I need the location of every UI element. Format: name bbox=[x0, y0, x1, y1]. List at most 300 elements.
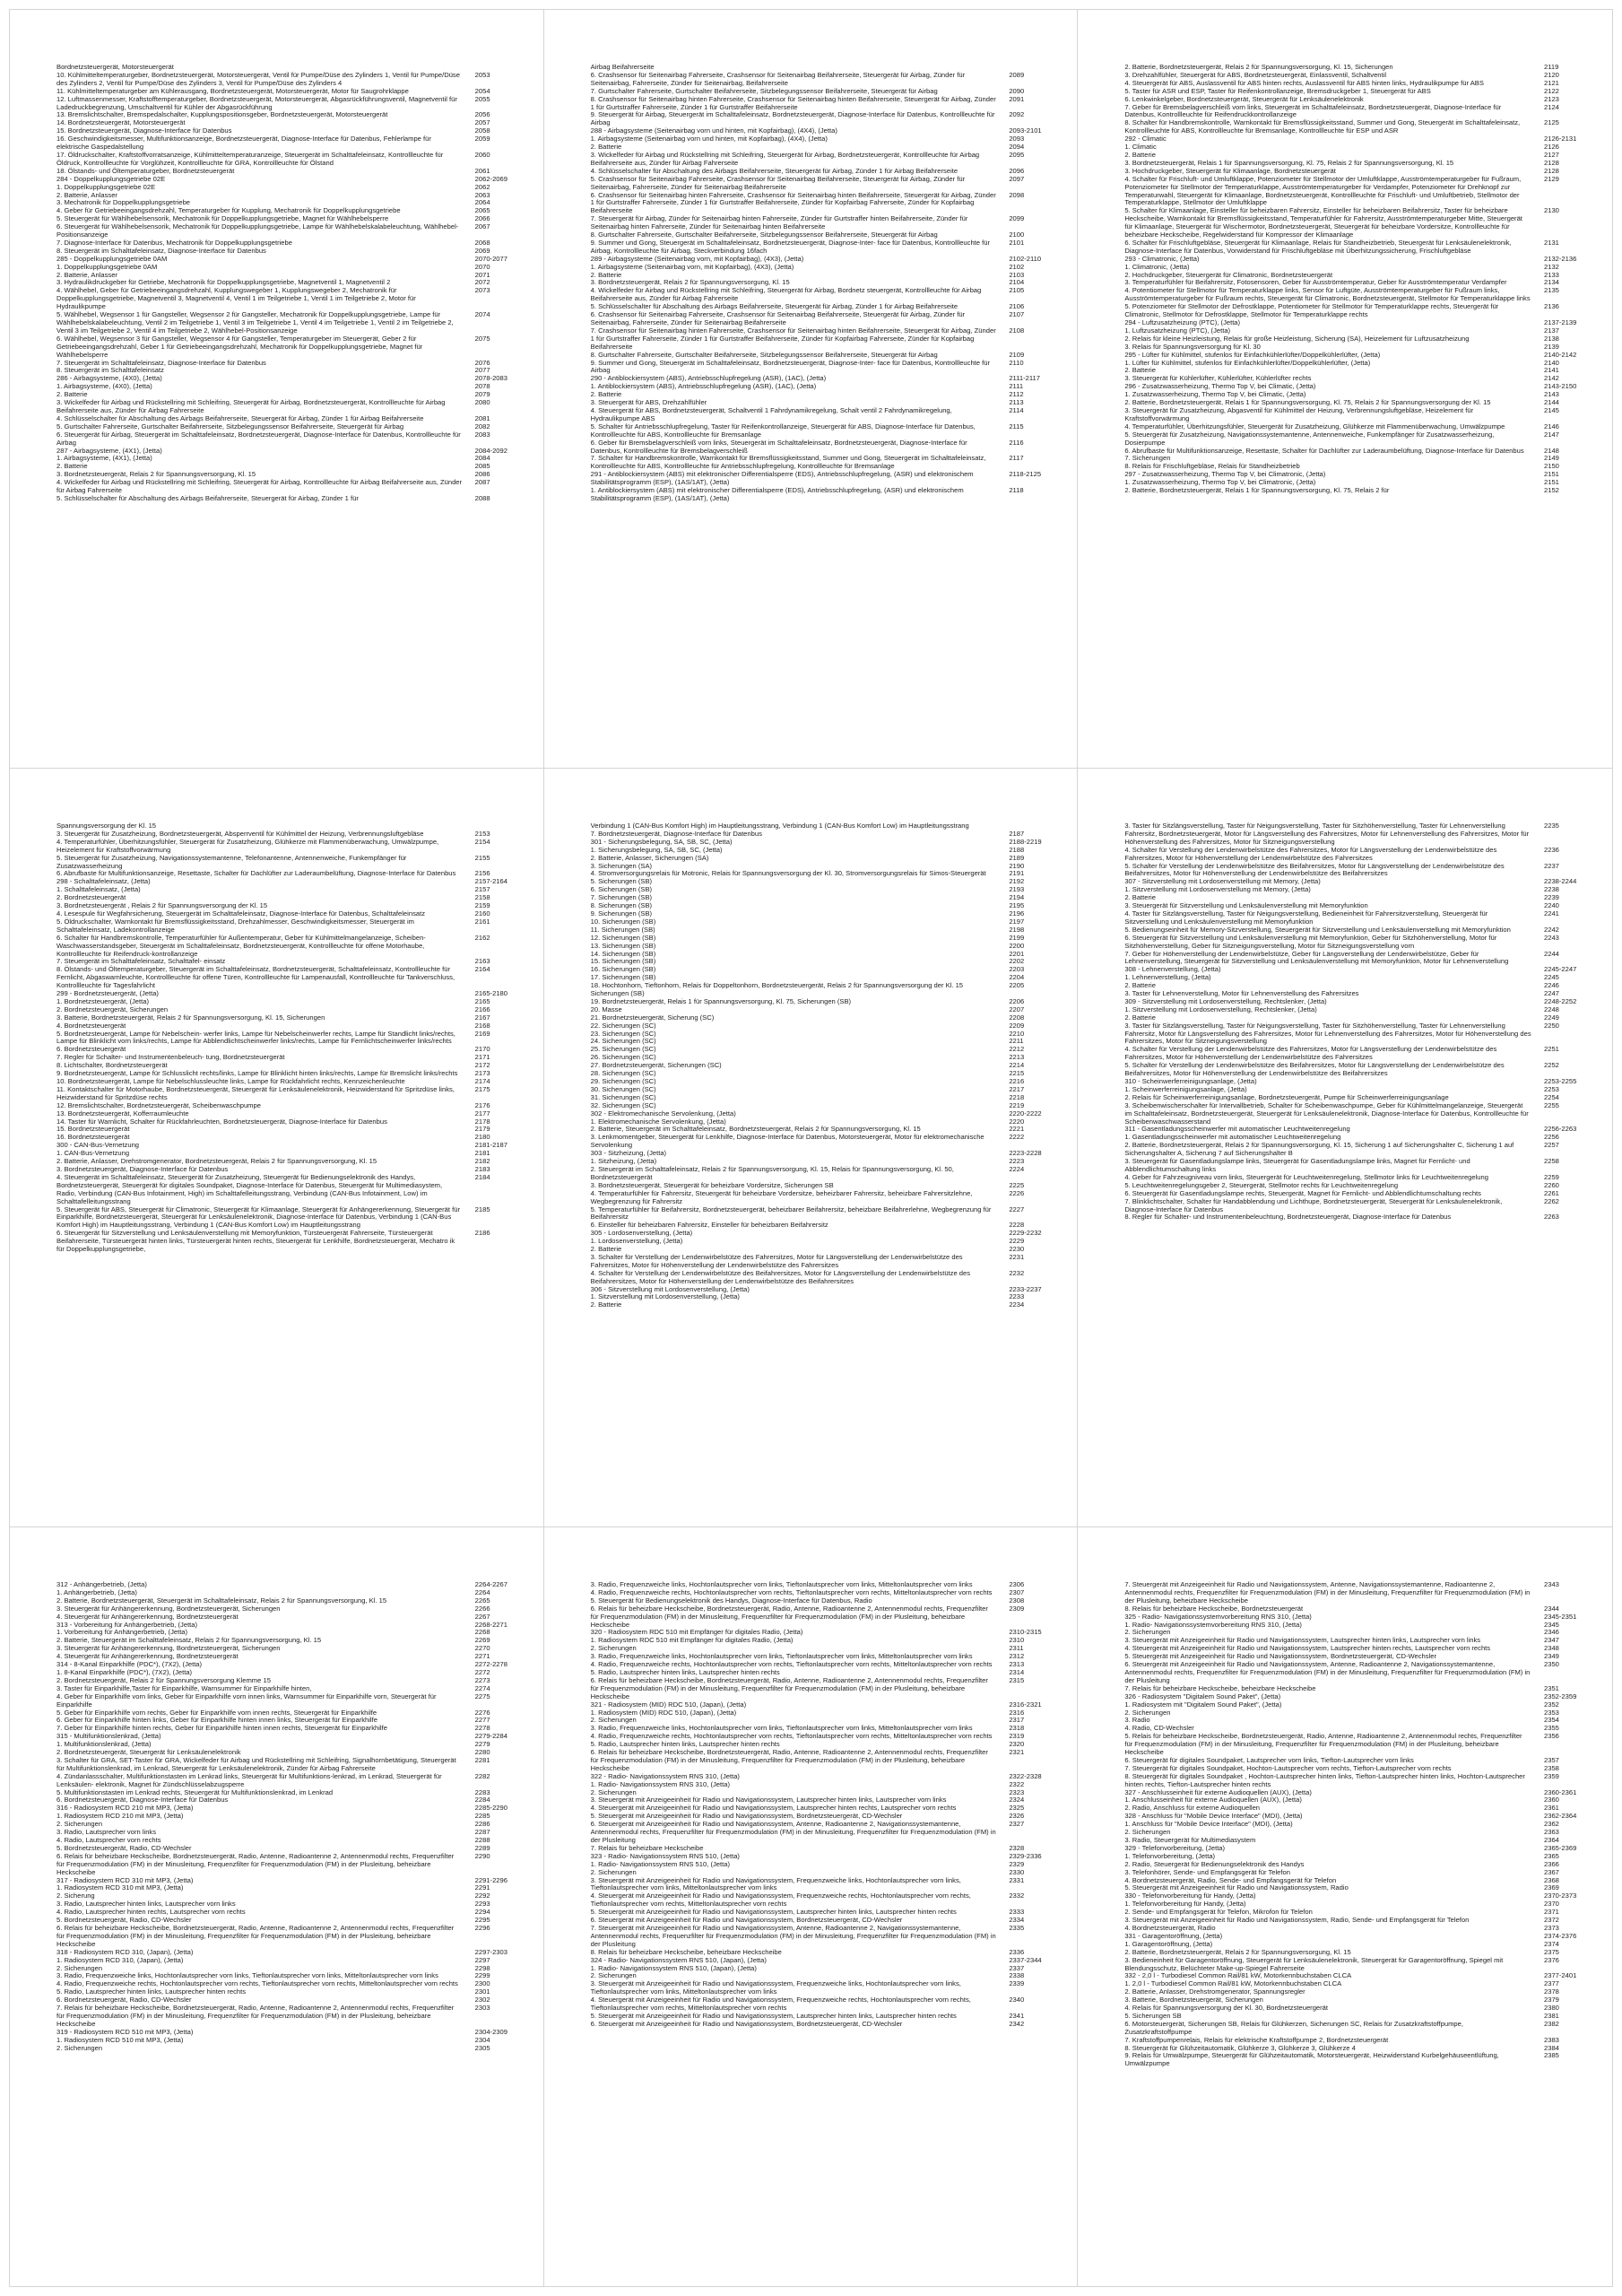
page-number: 2277 bbox=[474, 1716, 490, 1725]
index-entry bbox=[591, 1166, 1062, 1182]
entry-text: 2. Relais für kleine Heizleistung, Relais für große Heizleistung, Sicherung (SA), Heizelement für Luftzusatzheizung bbox=[1124, 334, 1470, 343]
page-number: 2310-2315 bbox=[1009, 1628, 1042, 1637]
entry-text: 3. Radio, Frequenzweiche links, Hochtonlautsprecher vorn links, Tieftonlautsprecher vorn links, Mitteltonlautsprecher vorn links bbox=[590, 1652, 973, 1661]
entry-text: 1. CAN-Bus-Vernetzung bbox=[56, 1149, 130, 1158]
entry-text: 18. Ölstands- und Öltemperaturgeber, Bordnetzsteuergerät bbox=[56, 166, 235, 175]
entry-text: 13. Sicherungen (SB) bbox=[590, 941, 656, 950]
index-entry bbox=[1124, 1198, 1596, 1214]
page-number: 2131 bbox=[1544, 238, 1559, 247]
entry-text: 306 - Sitzverstellung mit Lordosenverstellung, (Jetta) bbox=[590, 1284, 750, 1293]
index-entry bbox=[56, 311, 527, 335]
entry-text: 3. Radio, Steuergerät für Multimediasystem bbox=[1124, 1836, 1256, 1844]
entry-text: 2. Sicherungen bbox=[1124, 1828, 1171, 1837]
entry-text: 3. Lenkmomentgeber, Steuergerät für Lenkhilfe, Diagnose-Interface für Datenbus, Motorsteuergerät, Motor für elektromechanische Servolenkung bbox=[590, 1133, 984, 1150]
page-number: 2326 bbox=[1009, 1812, 1025, 1821]
entry-text: 325 - Radio- Navigationssystemvorbereitung RNS 310, (Jetta) bbox=[1124, 1612, 1312, 1621]
entry-text: 6. Relais für beheizbare Heckscheibe, Bordnetzsteuergerät, Radio, Antenne, Radioantenne 2, Antennenmodul rechts, Frequenzfilter für Frequenzmodulation (FM) in der Minusleitung, Frequenzfilter für Frequenzmodulation (FM) in der Plusleitung, beheizbare Heckscheibe bbox=[56, 1923, 455, 1948]
index-entry bbox=[1124, 1733, 1596, 1757]
index-entry bbox=[1124, 822, 1596, 847]
index-entry bbox=[1124, 1709, 1596, 1718]
page-number: 2083 bbox=[474, 430, 490, 439]
entry-text: 1. Antiblockiersystem (ABS), Antriebsschlupfregelung (ASR), (1AC), (Jetta) bbox=[590, 382, 817, 391]
entry-text: 3. Telefonhörer, Sende- und Empfangsgerät für Telefon bbox=[1124, 1867, 1290, 1876]
page-number: 2371 bbox=[1544, 1908, 1559, 1917]
entry-text: 32. Sicherungen (SC) bbox=[590, 1100, 656, 1109]
index-entry bbox=[56, 1014, 527, 1022]
entry-text: 3. Bedieneinheit für Garagentoröffnung, Steuergerät für Lenksäulenelektronik, Steuergerät für Garagentoröffnung, Spiegel mit Blendungsschutz, Belüchteter Make-up-Spiegel Fahrerseite bbox=[1124, 1955, 1504, 1972]
page-number: 2359 bbox=[1544, 1771, 1559, 1780]
page-number: 2134 bbox=[1544, 278, 1559, 287]
index-entry bbox=[1124, 886, 1596, 894]
page-number: 2222 bbox=[1009, 1133, 1025, 1142]
page-number: 2143 bbox=[1544, 390, 1559, 399]
page-number: 2146 bbox=[1544, 422, 1559, 430]
index-entry bbox=[591, 407, 1062, 423]
entry-text: 2. Hochdruckgeber, Steuergerät für Climatronic, Bordnetzsteuergerät bbox=[1124, 270, 1333, 279]
entry-text: 4. Radio, Lautsprecher vorn rechts bbox=[56, 1836, 161, 1844]
entry-text: 1. Garagentoröffnung, (Jetta) bbox=[1124, 1939, 1213, 1948]
index-entry bbox=[1124, 863, 1596, 879]
page-number: 2174 bbox=[474, 1077, 490, 1085]
page-number: 2278 bbox=[474, 1724, 490, 1733]
entry-text: 4. Radio, Frequenzweiche rechts, Hochtonlautsprecher vorn rechts, Tieftonlautsprecher vorn rechts, Mitteltonlautsprecher vorn rechts bbox=[590, 1732, 993, 1741]
page-number: 2256 bbox=[1544, 1133, 1559, 1142]
entry-text: 2. Radio, Steuergerät für Bedienungselektronik des Handys bbox=[1124, 1859, 1305, 1868]
page-number: 2306 bbox=[1009, 1580, 1025, 1588]
index-entry bbox=[56, 855, 527, 871]
entry-text: 4. Potentiometer für Stellmotor für Temperaturklappe links, Sensor für Luftgüte, Ausströmtemperaturgeber für Fußraum links, Ausströmtemperaturgeber für Fußraum rechts, Steuergerät für Climatronic, Bordnetzsteuergerät, Stellmotor für Temperaturklappe links bbox=[1124, 286, 1531, 303]
page-number: 2304-2309 bbox=[474, 2027, 507, 2036]
index-entry bbox=[591, 1709, 1062, 1718]
entry-text: 3. Steuergerät für ABS, Drehzahlfühler bbox=[590, 398, 707, 407]
index-entry bbox=[56, 383, 527, 391]
entry-text: 2. Sicherungen bbox=[1124, 1708, 1171, 1717]
entry-text: 3. Taster für Sitzlängsverstellung, Taster für Neigungsverstellung, Taster für Sitzhöhenverstellung, Taster für Lehnenverstellung Fahrersitz, Bordnetzsteuergerät, Motor für Längsverstellung des Fahrersitzes, Motor für Lehnenverstellung des Fahrersitzes, Motor für Höhenverstellung des Fahrersitzes, Motor für Sitzneigungsverstellung bbox=[1124, 822, 1530, 846]
page-number: 2364 bbox=[1544, 1836, 1559, 1844]
entry-text: 13. Bordnetzsteuergerät, Kofferraumleuchte bbox=[56, 1109, 189, 1118]
page-number: 2257 bbox=[1544, 1141, 1559, 1150]
page-number: 2117 bbox=[1009, 454, 1024, 463]
page-number: 2076 bbox=[474, 358, 490, 367]
page-number: 2101 bbox=[1009, 238, 1025, 247]
entry-text: 6. Abrufbaste für Multifunktionsanzeige, Resettaste, Schalter für Dachlüfter zur Laderaumbelüftung, Diagnose-Interface für Datenbus bbox=[1124, 446, 1524, 455]
page-number: 2324 bbox=[1009, 1796, 1025, 1805]
page-number: 2349 bbox=[1544, 1652, 1559, 1661]
index-entry bbox=[56, 839, 527, 855]
entry-text: 2. Batterie bbox=[1124, 981, 1156, 990]
page-number: 2329 bbox=[1009, 1859, 1025, 1868]
page-number: 2234 bbox=[1009, 1300, 1025, 1309]
page-number: 2331 bbox=[1009, 1875, 1025, 1884]
document-page bbox=[544, 1527, 1079, 2286]
entry-text: 1. 8-Kanal Einparkhilfe (PDC*), (7X2), (Jetta) bbox=[56, 1667, 193, 1676]
index-entry bbox=[1124, 1773, 1596, 1789]
page-number: 2053 bbox=[474, 70, 490, 79]
index-entry bbox=[1124, 135, 1596, 144]
index-entry bbox=[591, 902, 1062, 910]
page-number: 2280 bbox=[474, 1748, 490, 1757]
page-number: 2332 bbox=[1009, 1892, 1025, 1900]
entry-text: 5. Bordnetzsteuergerät, Radio, CD-Wechsler bbox=[56, 1916, 192, 1925]
entry-text: 4. Taster für Sitzlängsverstellung, Taster für Neigungsverstellung, Bedieneinheit für Fahrersitzverstellung, Steuergerät für Sitzverstellung und Lenksäulenverstellung mit Memoryfunktion bbox=[1124, 909, 1488, 926]
index-entry bbox=[591, 1996, 1062, 2013]
page-number: 2267 bbox=[474, 1612, 490, 1621]
entry-text: 3. Steuergerät für Kühlerlüfter, Kühlerlüfter, Kühlerlüfter rechts bbox=[1124, 374, 1312, 383]
entry-text: 5. Radio, Lautsprecher hinten links, Lautsprecher hinten rechts bbox=[590, 1667, 780, 1676]
entry-text: 5. Steuergerät mit Anzeigeeinheit für Radio und Navigationssystem, Lautsprecher hinten links, Lautsprecher hinten rechts bbox=[590, 2011, 957, 2020]
page-number: 2352 bbox=[1544, 1700, 1559, 1709]
entry-text: 6. Crashsensor für Seitenairbag hinten Fahrerseite, Crashsensor für Seitenairbag hinten Beifahrerseite, Steuergerät für Airbag, Zünder 1 für Gurtstraffer Fahrerseite, Zünder 1 für Gurtstraffer Beifahrerseite, Zünder für Kopfairbag Fahrerseite, Zünder für Kopfairbag Beifahrerseite bbox=[590, 190, 996, 215]
entry-text: 7. Diagnose-Interface für Datenbus, Mechatronik für Doppelkupplungsgetriebe bbox=[56, 238, 292, 247]
entry-text: 6. Relais für beheizbare Heckscheibe, Bordnetzsteuergerät, Radio, Antenne, Radioantenne 2, Antennenmodul rechts, Frequenzfilter für Frequenzmodulation (FM) in der Minusleitung, Frequenzfilter für Frequenzmodulation (FM) in der Plusleitung, beheizbare Heckscheibe bbox=[56, 1851, 455, 1876]
page-number: 2279 bbox=[474, 1740, 490, 1749]
index-entry bbox=[591, 1677, 1062, 1701]
entry-text: 322 - Radio- Navigationssystem RNS 310, (Jetta) bbox=[590, 1771, 740, 1780]
page-number: 2367 bbox=[1544, 1867, 1559, 1876]
entry-text: 2. Sende- und Empfangsgerät für Telefon, Mikrofon für Telefon bbox=[1124, 1908, 1313, 1917]
entry-text: 4. Geber für Getriebeeingangsdrehzahl, Temperaturgeber für Kupplung, Mechatronik für Doppelkupplungsgetriebe bbox=[56, 206, 401, 215]
entry-text: 6. Relais für beheizbare Heckscheibe, Bordnetzsteuergerät, Radio, Antenne, Radioantenne 2, Antennenmodul rechts, Frequenzfilter für Frequenzmodulation (FM) in der Minusleitung, Frequenzfilter für Frequenzmodulation (FM) in der Plusleitung, beheizbare Heckscheibe bbox=[590, 1675, 988, 1700]
page-number: 2190 bbox=[1009, 861, 1025, 870]
page-number: 2074 bbox=[474, 310, 490, 319]
document-page bbox=[10, 1527, 544, 2286]
index-entry bbox=[56, 72, 527, 88]
index-entry bbox=[56, 335, 527, 360]
page-number: 2221 bbox=[1009, 1125, 1025, 1134]
entry-text: 8. Ölstands- und Öltemperaturgeber, Steuergerät im Schalttafeleinsatz, Bordnetzsteuergerät, Schalttafeleinsatz, Kontrollleuchte für Fernlicht, Abgaswarnleuchte, Kontrollleuchte für offene Türen, Kontrollleuchte für Lampenausfall, Kontrollleuchte für Tankverschluss, Kontrollleuchte für Tagesfahrlicht bbox=[56, 965, 455, 990]
page-number: 2270 bbox=[474, 1644, 490, 1653]
page-number: 2342 bbox=[1009, 2019, 1025, 2028]
page-number: 2082 bbox=[474, 422, 490, 430]
index-entry bbox=[591, 935, 1062, 943]
index-entry bbox=[1124, 239, 1596, 256]
page-number: 2113 bbox=[1009, 398, 1024, 407]
page-number: 2096 bbox=[1009, 166, 1025, 175]
page-number: 2181 bbox=[474, 1149, 490, 1158]
entry-text: 5. Schlüsselschalter für Abschaltung des Airbags Beifahrerseite, Steuergerät für Airbag, Zünder 1 für bbox=[56, 493, 359, 502]
page-number: 2323 bbox=[1009, 1787, 1025, 1796]
entry-text: 319 - Radiosystem RCD 510 mit MP3, (Jetta) bbox=[56, 2027, 194, 2036]
entry-text: 17. Öldruckschalter, Kraftstoffvorratsanzeige, Kühlmitteltemperaturanzeige, Steuergerät im Schalttafeleinsatz, Kontrollleuchte für Öldruck, Kontrollleuchte für Vorglühzeit, Kontrollleuchte für GRA, Kontrollleuchte für Ölstand bbox=[56, 150, 444, 167]
entry-text: 5. Relais für beheizbare Heckscheibe, Bordnetzsteuergerät, Radio, Antenne, Radioantenne 2, Antennenmodul rechts, Frequenzfilter für Frequenzmodulation (FM) in der Minusleitung, Frequenzfilter für Frequenzmodulation (FM) in der Plusleitung, beheizbare Heckscheibe bbox=[1124, 1732, 1522, 1757]
page-number: 2099 bbox=[1009, 214, 1025, 223]
entry-text: 323 - Radio- Navigationssystem RNS 510, (Jetta) bbox=[590, 1851, 740, 1860]
page-number: 2242 bbox=[1544, 925, 1559, 934]
entry-text: 5. Sicherungen SB bbox=[1124, 2011, 1182, 2020]
entry-text: 7. Schalter für Handbremskontrolle, Warnkontakt für Bremsflüssigkeitsstand, Summer und Gong, Steuergerät im Schalttafeleinsatz, Kontrollleuchte für ABS, Kontrollleuchte für Antriebsschlupfregelung, Kontrollleuchte für Bremsanlage bbox=[590, 454, 986, 471]
entry-text: 2. Sicherung bbox=[56, 1892, 95, 1900]
entry-text: 4. Zündanlassschalter, Multifunktionstasten im Lenkrad links, Steuergerät für Multifunktions-lenkrad, im Lenkrad, Steuergerät für Lenksäulen- elektronik, Magnet für Zündschlüsselabzugsperre bbox=[56, 1771, 442, 1788]
page-number: 2308 bbox=[1009, 1596, 1025, 1605]
entry-text: 3. Steuergerät für Zusatzheizung, Abgasventil für Kühlmittel der Heizung, Verbrennungsluftgebläse, Heizelement für Kraftstoffvorwärmung bbox=[1124, 405, 1474, 422]
entry-text: 13. Bremslichtschalter, Bremspedalschalter, Kupplungspositionsgeber, Bordnetzsteuergerät, Motorsteuergerät bbox=[56, 110, 388, 119]
index-entry bbox=[591, 1254, 1062, 1270]
page-number: 2197 bbox=[1009, 917, 1025, 926]
page-number: 2235 bbox=[1544, 822, 1559, 830]
page-number: 2181-2187 bbox=[474, 1141, 507, 1150]
entry-text: 7. Steuergerät für Airbag, Zünder für Seitenairbag hinten Fahrerseite, Zünder für Gurtstraffer hinten Beifahrerseite, Zünder für Seitenairbag hinten Fahrerseite, Zünder für Seitenairbag hinten Beifahrerseite bbox=[590, 214, 968, 231]
entry-text: 2. Radio, Anschluss für externe Audioquellen bbox=[1124, 1804, 1261, 1813]
index-entry bbox=[591, 910, 1062, 918]
entry-text: 300 - CAN-Bus-Vernetzung bbox=[56, 1141, 140, 1150]
page-number: 2335 bbox=[1009, 1923, 1025, 1932]
entry-text: 7. Regler für Schalter- und Instrumentenbeleuch- tung, Bordnetzsteuergerät bbox=[56, 1053, 285, 1062]
page-number: 2191 bbox=[1009, 869, 1025, 878]
entry-text: 4. Temperaturfühler, Überhitzungsfühler, Steuergerät für Zusatzheizung, Glühkerze mit Flammenüberwachung, Umwälzpumpe, Heizelement für Kraftstoffvorwärmung bbox=[56, 837, 439, 854]
index-entry bbox=[1124, 1102, 1596, 1126]
index-entry bbox=[56, 966, 527, 990]
index-entry bbox=[591, 1925, 1062, 1949]
entry-text: 331 - Garagentoröffnung, (Jetta) bbox=[1124, 1931, 1223, 1940]
page-number: 2094 bbox=[1009, 143, 1025, 152]
page-number: 2209 bbox=[1009, 1021, 1025, 1030]
entry-text: 289 - Airbagsysteme (Seitenairbag vorn, mit Kopfairbag), (4X3), (Jetta) bbox=[590, 254, 804, 263]
page-number: 2226 bbox=[1009, 1188, 1025, 1197]
entry-text: 6. Geber für Bremsbelagverschleiß vorn links, Steuergerät im Schalttafeleinsatz, Bordnetzsteuergerät, Diagnose-Interface für Datenbus, Kontrollleuchte für Bremsbelagverschleiß bbox=[590, 438, 967, 455]
index-entry bbox=[1124, 256, 1596, 264]
page-number: 2285-2290 bbox=[474, 1804, 507, 1813]
index-entry bbox=[591, 1038, 1062, 1046]
page-number: 2177 bbox=[474, 1109, 490, 1118]
index-entry bbox=[591, 1877, 1062, 1893]
entry-text: 8. Gurtschalter Fahrerseite, Gurtschalter Beifahrerseite, Sitzbelegungssensor Beifahrerseite, Steuergerät für Airbag bbox=[590, 350, 938, 359]
entry-text: 1. Sitzverstellung mit Lordosenverstellung, Rechtslenker, (Jetta) bbox=[1124, 1004, 1317, 1013]
index-entry bbox=[591, 1014, 1062, 1022]
entry-text: 2. Batterie bbox=[1124, 1013, 1156, 1022]
entry-text: 318 - Radiosystem RCD 310, (Japan), (Jetta) bbox=[56, 1947, 194, 1956]
entry-text: 3. Radio, Frequenzweiche links, Hochtonlautsprecher vorn links, Tieftonlautsprecher vorn links, Mitteltonlautsprecher vorn links bbox=[590, 1580, 973, 1588]
entry-text: 1. Lordosenverstellung, (Jetta) bbox=[590, 1237, 683, 1246]
index-entry bbox=[56, 96, 527, 112]
page-number: 2104 bbox=[1009, 278, 1025, 287]
page-number: 2185 bbox=[474, 1205, 490, 1213]
entry-text: 6. Steuergerät für Airbag, Steuergerät im Schalttafeleinsatz, Bordnetzsteuergerät, Diagnose-Interface für Datenbus, Kontrollleuchte für Airbag bbox=[56, 430, 461, 447]
page-number: 2291 bbox=[474, 1883, 490, 1892]
entry-text: 6. Bordnetzsteuergerät, Diagnose-Interface für Datenbus bbox=[56, 1796, 229, 1805]
page-number: 2121 bbox=[1544, 78, 1559, 87]
entry-text: 18. Hochtonhorn, Tieftonhorn, Relais für Doppeltonhorn, Bordnetzsteuergerät, Relais 2 für Spannungsversorgung der Kl. 15 Sicherungen (SB) bbox=[590, 981, 964, 998]
entry-text: 312 - Anhängerbetrieb, (Jetta) bbox=[56, 1580, 147, 1588]
page-number: 2060 bbox=[474, 150, 490, 159]
page-number: 2148 bbox=[1544, 446, 1559, 455]
entry-text: 7. Geber für Einparkhilfe hinten rechts, Geber für Einparkhilfe hinten innen rechts, Steuergerät für Einparkhilfe bbox=[56, 1724, 387, 1733]
page-number: 2111 bbox=[1009, 382, 1024, 391]
index-entry bbox=[591, 1892, 1062, 1909]
index-entry bbox=[591, 2021, 1062, 2029]
page-number: 2199 bbox=[1009, 933, 1025, 942]
entry-text: 2. Sicherungen bbox=[590, 1971, 637, 1980]
index-entry bbox=[591, 1238, 1062, 1246]
page-number: 2090 bbox=[1009, 86, 1025, 95]
entry-text: 5. Öldruckschalter, Warnkontakt für Bremsflüssigkeitsstand, Drehzahlmesser, Geschwindigkeitsmesser, Steuergerät im Schalttafeleinsatz, Ladekontrollanzeige bbox=[56, 917, 414, 934]
page-number: 2236 bbox=[1544, 845, 1559, 854]
page-number: 2231 bbox=[1009, 1252, 1025, 1261]
page-number: 2259 bbox=[1544, 1172, 1559, 1181]
page-number: 2337-2344 bbox=[1009, 1955, 1042, 1964]
entry-text: 6. Bordnetzsteuergerät, Radio, CD-Wechsler bbox=[56, 1996, 192, 2005]
entry-text: 2. Sicherungen bbox=[590, 1716, 637, 1725]
entry-text: 5. Radio, Lautsprecher hinten links, Lautsprecher hinten rechts bbox=[56, 1987, 247, 1996]
entry-text: 295 - Lüfter für Kühlmittel, stufenlos für Einfachkühlerlüfter/Doppelkühlerlüfter, (Jetta) bbox=[1124, 350, 1381, 359]
entry-text: 5. Steuergerät für Bedienungselektronik des Handys, Diagnose-Interface für Datenbus, Radio bbox=[590, 1596, 872, 1605]
entry-text: 3. Steuergerät mit Anzeigeeinheit für Radio und Navigationssystem, Frequenzweiche links, Hochtonlautsprecher vorn links, Tieftonlautsprecher vorn links, Mitteltonlautsprecher vorn links bbox=[590, 1875, 961, 1892]
index-entry bbox=[591, 383, 1062, 391]
page-number: 2268 bbox=[474, 1628, 490, 1637]
document-page bbox=[10, 769, 544, 1527]
page-number: 2345-2351 bbox=[1544, 1612, 1577, 1621]
page-number: 2212 bbox=[1009, 1045, 1025, 1054]
entry-text: 7. Steuergerät für digitales Soundpaket, Hochton-Lautsprecher vorn rechts, Tiefton-Lautsprecher vorn rechts bbox=[1124, 1763, 1452, 1772]
page-number: 2365 bbox=[1544, 1851, 1559, 1860]
entry-text: 1. Schalttafeleinsatz, (Jetta) bbox=[56, 885, 141, 894]
entry-text: 3. Schalter für Verstellung der Lendenwirbelstütze des Fahrersitzes, Motor für Längsverstellung der Lendenwirbelstütze des Fahrersitzes, Motor für Höhenverstellung der Lendenwirbelstütze des Fahrersitzes bbox=[590, 1252, 963, 1269]
page-number: 2380 bbox=[1544, 2004, 1559, 2013]
page-number: 2201 bbox=[1009, 949, 1025, 958]
index-entry bbox=[1124, 287, 1596, 303]
index-entry bbox=[591, 72, 1062, 88]
entry-text: 5. Steuergerät für Wählhebelsensorik, Mechatronik für Doppelkupplungsgetriebe, Magnet für Wählhebelsperre bbox=[56, 214, 389, 223]
entry-text: 3. Sicherungen (SA) bbox=[590, 861, 653, 870]
entry-text: 3. Bordnetzsteuergerät, Relais 1 für Spannungsversorgung, Kl. 75, Relais 2 für Spannungsversorgung, Kl. 15 bbox=[1124, 158, 1454, 167]
entry-text: 7. Bordnetzsteuergerät, Diagnose-Interface für Datenbus bbox=[590, 829, 762, 838]
page-number: 2350 bbox=[1544, 1660, 1559, 1669]
page-number: 2108 bbox=[1009, 326, 1025, 335]
entry-text: 3. Bordnetzsteuergerät, Relais 2 für Spannungsversorgung, Kl. 15 bbox=[590, 278, 790, 287]
entry-text: 4. Stromversorgungsrelais für Motronic, Relais für Spannungsversorgung der Kl. 30, Stromversorgungsrelais für Simos-Steuergerät bbox=[590, 869, 986, 878]
page-number: 2219 bbox=[1009, 1100, 1025, 1109]
page-number: 2247 bbox=[1544, 989, 1559, 998]
page-number: 2062-2069 bbox=[474, 174, 507, 183]
entry-text: 2. Batterie bbox=[590, 270, 622, 279]
entry-text: 1. Anschluss für "Mobile Device Interface" (MDI), (Jetta) bbox=[1124, 1820, 1293, 1829]
page-number: 2296 bbox=[474, 1923, 490, 1932]
page-number: 2111-2117 bbox=[1009, 374, 1040, 383]
entry-text: 5. Temperaturfühler für Beifahrersitz, Bordnetzsteuergerät, beheizbarer Beifahrersitz, beheizbare Beifahrerlehne, Wegbegrenzung für Beifahrersitz bbox=[590, 1205, 992, 1222]
page-number: 2063 bbox=[474, 190, 490, 199]
entry-text: 2. Batterie, Bordnetzsteuergerät, Relais 2 für Spannungsversorgung, Kl. 15, Sicherungen bbox=[1124, 63, 1393, 71]
page-number: 2362 bbox=[1544, 1820, 1559, 1829]
page-number: 2330 bbox=[1009, 1867, 1025, 1876]
entry-text: 303 - Sitzheizung, (Jetta) bbox=[590, 1149, 667, 1158]
entry-text: 3. Steuergerät mit Anzeigeeinheit für Radio und Navigationssystem, Lautsprecher hinten links, Lautsprecher vorn links bbox=[1124, 1636, 1481, 1645]
index-entry bbox=[591, 1190, 1062, 1206]
entry-text: 27. Bordnetzsteuergerät, Sicherungen (SC) bbox=[590, 1061, 722, 1070]
index-entry bbox=[591, 439, 1062, 456]
index-entry bbox=[1124, 2021, 1596, 2037]
entry-text: 2. Batterie bbox=[590, 143, 622, 152]
index-entry bbox=[56, 1773, 527, 1789]
page-number: 2343 bbox=[1544, 1580, 1559, 1588]
page-number: 2214 bbox=[1009, 1061, 1025, 1070]
page-number: 2315 bbox=[1009, 1675, 1025, 1684]
entry-text: 1. Radiosystem mit "Digitalem Sound Paket", (Jetta) bbox=[1124, 1700, 1282, 1709]
page-number: 2339 bbox=[1009, 1979, 1025, 1988]
entry-text: 1. Sicherungsbelegung, SA, SB, SC, (Jetta) bbox=[590, 845, 723, 854]
index-entry bbox=[591, 1980, 1062, 1996]
entry-text: 8. Relais für beheizbare Heckscheibe, Bordnetzsteuergerät bbox=[1124, 1604, 1304, 1613]
page-number: 2287 bbox=[474, 1828, 490, 1837]
document-page bbox=[1078, 769, 1612, 1527]
index-entry bbox=[56, 1693, 527, 1709]
page-number: 2240 bbox=[1544, 901, 1559, 910]
page-number: 2373 bbox=[1544, 1923, 1559, 1932]
entry-text: 20. Masse bbox=[590, 1004, 622, 1013]
entry-text: 4. Schlüsselschalter für Abschaltung des Airbags Beifahrerseite, Steuergerät für Airbag, Zünder 1 für Airbag Beifahrerseite bbox=[590, 166, 958, 175]
entry-text: 1. Radiosystem RDC 510 mit Empfänger für digitales Radio, (Jetta) bbox=[590, 1636, 794, 1645]
page-number: 2172 bbox=[474, 1061, 490, 1070]
page-number: 2348 bbox=[1544, 1644, 1559, 1653]
page-number: 2220-2222 bbox=[1009, 1109, 1042, 1118]
page-number: 2246 bbox=[1544, 981, 1559, 990]
entry-text: 12. Bremslichtschalter, Bordnetzsteuergerät, Scheibenwaschpumpe bbox=[56, 1100, 261, 1109]
page-number: 2058 bbox=[474, 126, 490, 135]
entry-text: 313 - Vorbereitung für Anhängerbetrieb, (Jetta) bbox=[56, 1620, 198, 1629]
page-number: 2122 bbox=[1544, 86, 1559, 95]
page-number: 2203 bbox=[1009, 965, 1025, 974]
page-number: 2369 bbox=[1544, 1883, 1559, 1892]
index-entry bbox=[591, 951, 1062, 959]
page-number: 2321 bbox=[1009, 1748, 1025, 1757]
page-number: 2346 bbox=[1544, 1628, 1559, 1637]
entry-text: 10. Kühlmitteltemperaturgeber, Bordnetzsteuergerät, Motorsteuergerät, Ventil für Pumpe/Düse des Zylinders 1, Ventil für Pumpe/Düse des Zylinders 2, Ventil für Pumpe/Düse des Zylinders 3, Ventil für Pumpe/Düse des Zylinders 4 bbox=[56, 70, 460, 87]
page-number: 2141 bbox=[1544, 366, 1559, 375]
page-number: 2086 bbox=[474, 470, 490, 479]
index-entry bbox=[591, 311, 1062, 327]
entry-text: 294 - Luftzusatzheizung (PTC), (Jetta) bbox=[1124, 318, 1241, 326]
entry-text: 3. Temperaturfühler für Beifahrersitz, Fotosensoren, Geber für Ausströmtemperatur, Geber für Ausströmtemperatur Verdampfer bbox=[1124, 278, 1507, 287]
index-entry bbox=[591, 360, 1062, 376]
entry-text: 2. Batterie, Bordnetzsteuergerät, Relais 1 für Spannungsversorgung, Kl. 75, Relais 2 für Spannungsversorgung der Kl. 15 bbox=[1124, 398, 1491, 407]
entry-text: 3. Hydraulikdruckgeber für Getriebe, Mechatronik für Doppelkupplungsgetriebe, Magnetventil 1, Magnetventil 2 bbox=[56, 278, 391, 287]
entry-text: 5. Schalter für Verstellung der Lendenwirbelstütze des Beifahrersitzes, Motor für Längsverstellung der Lendenwirbelstütze des Beifahrersitzes, Motor für Höhenverstellung der Lendenwirbelstütze des Beifahrersitzes bbox=[1124, 1061, 1505, 1078]
entry-text: 5. Steuergerät für Zusatzheizung, Navigationssystemantenne, Antennenweiche, Funkempfänger für Zusatzwasserheizung, Dosierpumpe bbox=[1124, 430, 1495, 447]
entry-text: 2. Sicherungen bbox=[590, 1787, 637, 1796]
index-entry bbox=[1124, 2052, 1596, 2068]
index-entry bbox=[591, 215, 1062, 231]
page-number: 2299 bbox=[474, 1971, 490, 1980]
index-entry bbox=[1124, 448, 1596, 456]
entry-text: 4. Steuergerät für ABS, Bordnetzsteuergerät, Schaltventil 1 Fahrdynamikregelung, Schalt ventil 2 Fahrdynamikregelung, Hydraulikpumpe ABS bbox=[590, 405, 952, 422]
page-number: 2232 bbox=[1009, 1268, 1025, 1277]
entry-text: 6. Steuergerät mit Anzeigeeinheit für Radio und Navigationssystem, Bordnetzsteuergerät, CD-Wechsler bbox=[590, 1916, 903, 1925]
page-number: 2316-2321 bbox=[1009, 1700, 1042, 1709]
page-number: 2377-2401 bbox=[1544, 1971, 1577, 1980]
page-number: 2284 bbox=[474, 1796, 490, 1805]
entry-text: 5. Schalter für Verstellung der Lendenwirbelstütze des Beifahrersitzes, Motor für Längsverstellung der Lendenwirbelstütze des Beifahrersitzes, Motor für Höhenverstellung der Lendenwirbelstütze des Beifahrersitzes bbox=[1124, 861, 1505, 878]
entry-text: 16. Sicherungen (SB) bbox=[590, 965, 656, 974]
page-number: 2351 bbox=[1544, 1683, 1559, 1692]
page-number: 2059 bbox=[474, 135, 490, 144]
index-entry bbox=[591, 1861, 1062, 1869]
entry-text: 6. Einsteller für beheizbaren Fahrersitz, Einsteller für beheizbaren Beifahrersitz bbox=[590, 1221, 828, 1230]
page-number: 2127 bbox=[1544, 150, 1559, 159]
page-number: 2128 bbox=[1544, 166, 1559, 175]
entry-text: 1. Radio- Navigationssystem RNS 310, (Jetta) bbox=[590, 1779, 730, 1788]
entry-text: 5. Radio, Lautsprecher hinten links, Lautsprecher hinten rechts bbox=[590, 1740, 780, 1749]
page-number: 2374-2376 bbox=[1544, 1931, 1577, 1940]
entry-text: 310 - Scheinwerferreinigungsanlage, (Jetta) bbox=[1124, 1077, 1257, 1085]
page-number: 2084-2092 bbox=[474, 446, 507, 455]
entry-text: 1. Airbagsysteme (Seitenairbag vorn und hinten, mit Kopfairbag), (4X4), (Jetta) bbox=[590, 135, 828, 144]
page-number: 2376 bbox=[1544, 1955, 1559, 1964]
page-number: 2360-2361 bbox=[1544, 1787, 1577, 1796]
entry-text: 3. Steuergerät für Anhängererkennung, Bordnetzsteuergerät, Sicherungen bbox=[56, 1604, 281, 1613]
page-number: 2237 bbox=[1544, 861, 1559, 870]
entry-text: 2. Batterie, Anlasser bbox=[56, 270, 117, 279]
entry-text: 2. Batterie bbox=[590, 1245, 622, 1254]
index-entry bbox=[591, 998, 1062, 1006]
entry-text: 7. Kraftstoffpumpenrelais, Relais für elektrische Kraftstoffpumpe 2, Bordnetzsteuergerät bbox=[1124, 2035, 1389, 2044]
